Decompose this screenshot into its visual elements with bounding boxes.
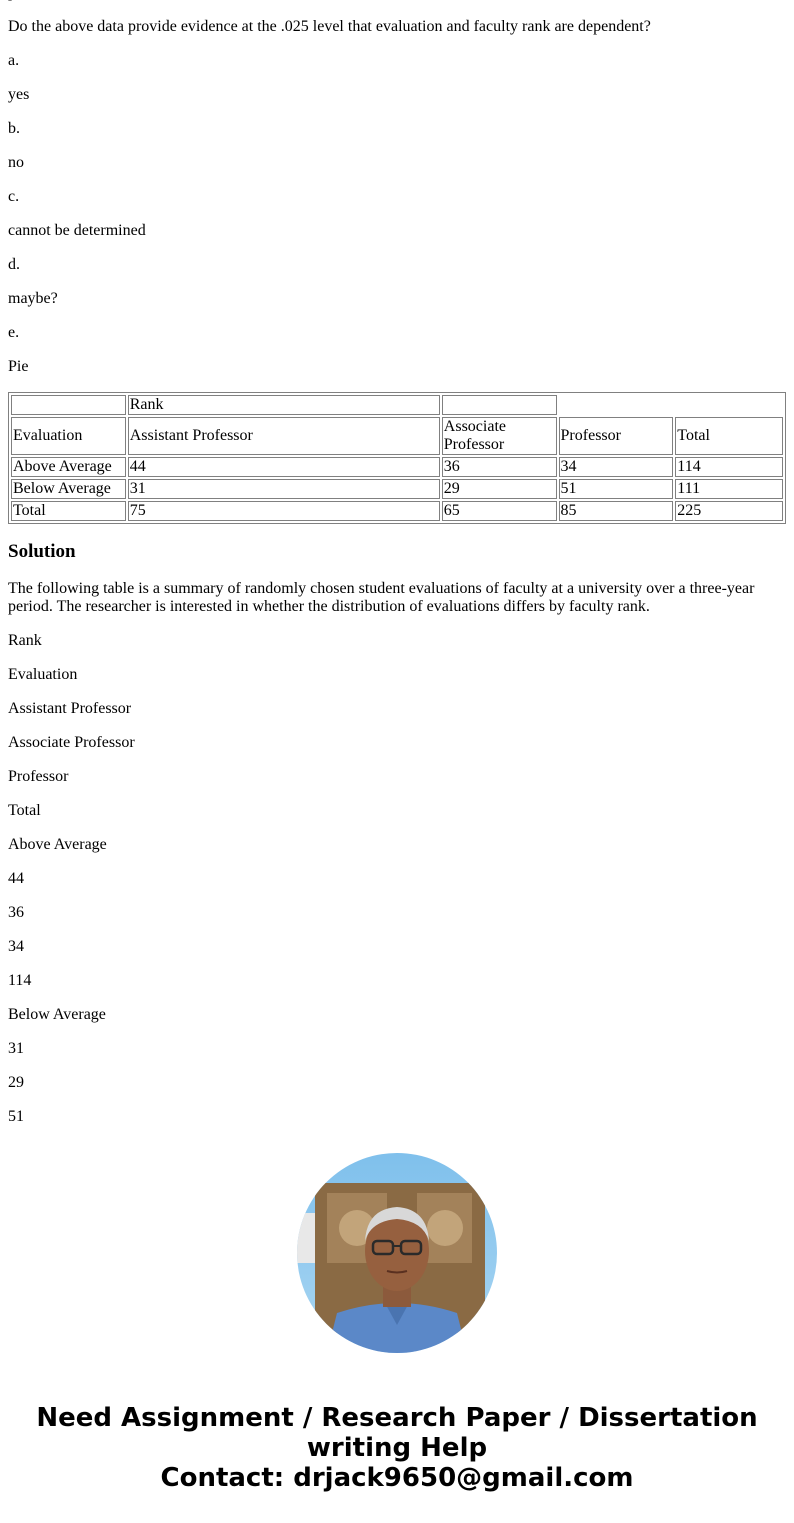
p-value-line bbox=[8, 0, 786, 2]
question-prompt: Do the above data provide evidence at the .025 level that evaluation and faculty rank are dependent? bbox=[8, 18, 651, 35]
solution-line: Assistant Professor bbox=[8, 700, 132, 717]
option-text-d: maybe? bbox=[8, 290, 58, 307]
table-header-row bbox=[11, 417, 783, 455]
solution-intro: The following table is a summary of randomly chosen student evaluations of faculty at a university over a three-year period. The researcher is interested in whether the distribution of evaluations differs by faculty rank. bbox=[8, 580, 755, 615]
author-photo-illustration bbox=[297, 1153, 497, 1353]
solution-line: Professor bbox=[8, 768, 69, 785]
table-row bbox=[11, 479, 783, 499]
banner-line-2: writing Help bbox=[306, 1433, 488, 1463]
solution-heading: Solution bbox=[8, 541, 76, 562]
solution-line: Evaluation bbox=[8, 666, 78, 683]
option-text-c: cannot be determined bbox=[8, 222, 146, 239]
table-cell: Total bbox=[11, 501, 126, 521]
table-cell: 65 bbox=[442, 501, 557, 521]
header-evaluation: Evaluation bbox=[11, 417, 126, 455]
option-letter-e: e. bbox=[8, 324, 20, 341]
solution-line: Rank bbox=[8, 632, 42, 649]
banner-contact-email: Contact: drjack9650@gmail.com bbox=[160, 1463, 634, 1493]
solution-line: 29 bbox=[8, 1074, 24, 1091]
option-letter-d: d. bbox=[8, 256, 20, 273]
rank-header-cell: Rank bbox=[128, 395, 440, 415]
header-total: Total bbox=[675, 417, 783, 455]
header-associate-professor: Associate Professor bbox=[442, 417, 557, 455]
table-cell: 31 bbox=[128, 479, 440, 499]
rank-evaluation-table bbox=[8, 392, 786, 524]
option-text-b: no bbox=[8, 154, 24, 171]
header-professor: Professor bbox=[559, 417, 674, 455]
table-cell: 85 bbox=[559, 501, 674, 521]
banner-line-1: Need Assignment / Research Paper / Dissertation bbox=[36, 1403, 758, 1433]
contact-banner bbox=[0, 1403, 794, 1493]
table-cell: 44 bbox=[128, 457, 440, 477]
question-content bbox=[8, 0, 786, 1123]
solution-line: 44 bbox=[8, 870, 24, 887]
solution-line: 51 bbox=[8, 1108, 24, 1123]
table-cell: 114 bbox=[675, 457, 783, 477]
table-cell: 75 bbox=[128, 501, 440, 521]
table-cell: 51 bbox=[559, 479, 674, 499]
solution-lines bbox=[8, 632, 786, 1123]
solution-line: Above Average bbox=[8, 836, 107, 853]
table-cell bbox=[559, 395, 783, 415]
table-top-header-row bbox=[11, 395, 783, 415]
solution-line: 31 bbox=[8, 1040, 24, 1057]
table-cell bbox=[442, 395, 557, 415]
solution-line: 34 bbox=[8, 938, 24, 955]
solution-line: 114 bbox=[8, 972, 32, 989]
table-row bbox=[11, 501, 783, 521]
option-text-a: yes bbox=[8, 86, 30, 103]
option-letter-b: b. bbox=[8, 120, 20, 137]
solution-line: Total bbox=[8, 802, 41, 819]
option-letter-c: c. bbox=[8, 188, 20, 205]
table-cell: 225 bbox=[675, 501, 783, 521]
header-assistant-professor: Assistant Professor bbox=[128, 417, 440, 455]
solution-line: 36 bbox=[8, 904, 24, 921]
table-cell: 34 bbox=[559, 457, 674, 477]
table-row bbox=[11, 457, 783, 477]
solution-line: Below Average bbox=[8, 1006, 106, 1023]
table-cell: 36 bbox=[442, 457, 557, 477]
author-avatar bbox=[297, 1153, 497, 1353]
table-cell: 29 bbox=[442, 479, 557, 499]
solution-line: Associate Professor bbox=[8, 734, 135, 751]
table-cell: Below Average bbox=[11, 479, 126, 499]
option-text-e: Pie bbox=[8, 358, 29, 375]
table-cell: Above Average bbox=[11, 457, 126, 477]
option-letter-a: a. bbox=[8, 52, 20, 69]
table-cell: 111 bbox=[675, 479, 783, 499]
table-cell bbox=[11, 395, 126, 415]
